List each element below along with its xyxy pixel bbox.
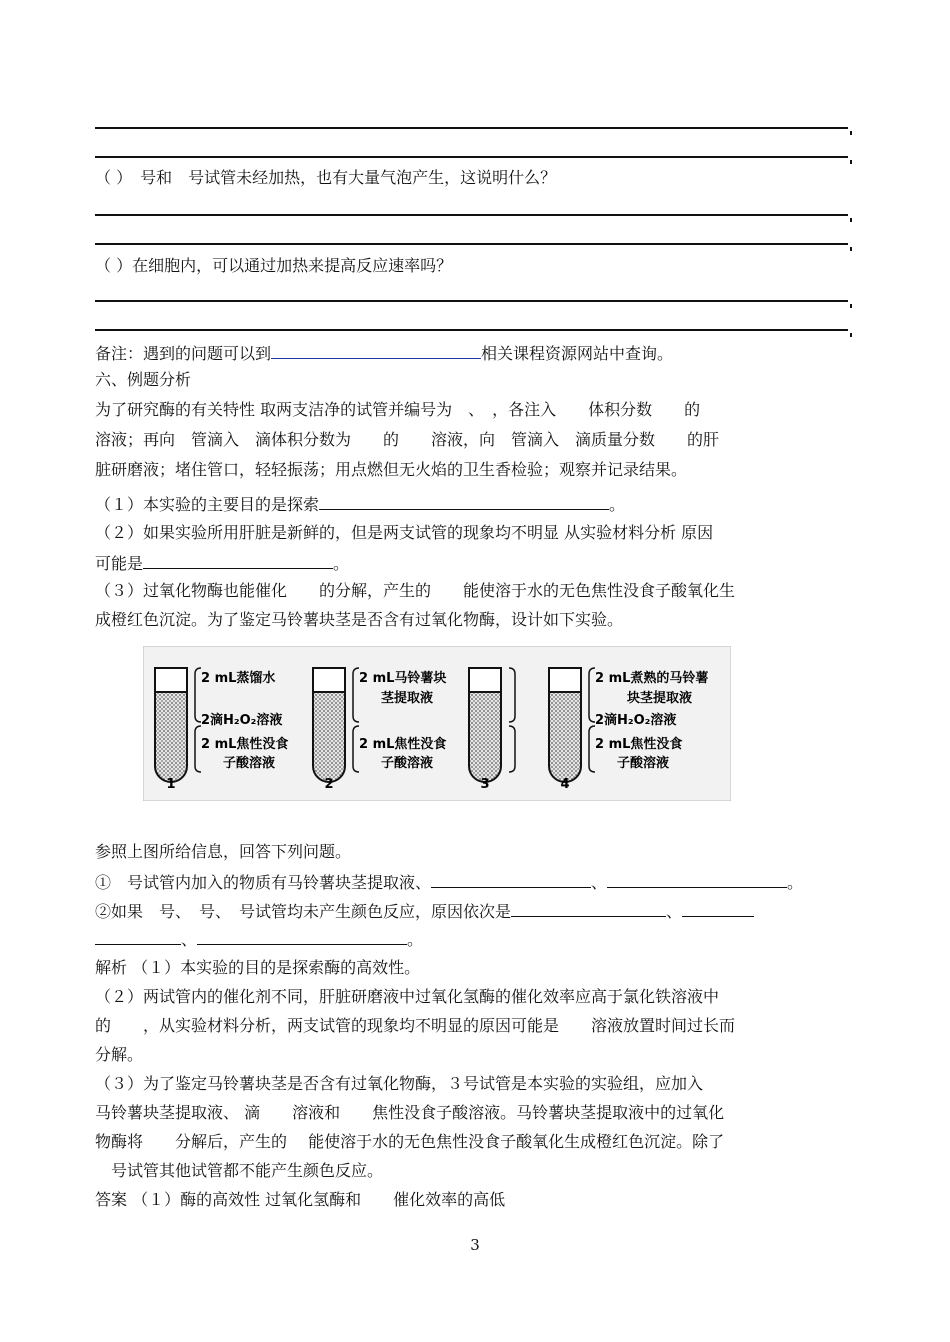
tube-4-top-label: 2 mL煮熟的马铃薯 (595, 671, 709, 686)
analysis-line: 物酶将 分解后，产生的 能使溶于水的无色焦性没食子酸氧化生成橙红色沉淀。除了 (95, 1132, 725, 1151)
tube-number-1: 1 (166, 777, 176, 792)
answer-line-text: 答案 （１）酶的高效性 过氧化氢酶和 催化效率的高低 (95, 1190, 506, 1209)
analysis-line: （３）为了鉴定马铃薯块茎是否含有过氧化物酶，３号试管是本实验的实验组，应加入 (95, 1074, 704, 1093)
answer-line (95, 156, 848, 158)
analysis-line: 的 ，从实验材料分析，两支试管的现象均不明显的原因可能是 溶液放置时间过长而 (95, 1016, 736, 1035)
blank-s2-b[interactable] (682, 900, 754, 917)
question-2-cont: 可能是 。 (95, 554, 350, 573)
page-number: 3 (470, 1236, 480, 1254)
test-tube-figure (143, 646, 731, 801)
analysis-line: （２）两试管内的催化剂不同，肝脏研磨液中过氧化氢酶的催化效率应高于氯化铁溶液中 (95, 987, 720, 1006)
answer-line (95, 329, 848, 331)
sub-question-1: ① 号试管内加入的物质有马铃薯块茎提取液、 、 。 (95, 873, 804, 892)
refer-line: 参照上图所给信息，回答下列问题。 (95, 842, 352, 861)
answer-line (95, 214, 848, 216)
tube-number-2: 2 (324, 777, 334, 792)
question-3-cont: 成橙红色沉淀。为了鉴定马铃薯块茎是否含有过氧化物酶，设计如下实验。 (95, 610, 624, 629)
question-1: （１）本实验的主要目的是探索 。 (95, 495, 626, 514)
blank-s2-c[interactable] (197, 928, 407, 945)
stem-line: 脏研磨液；堵住管口，轻轻振荡；用点燃但无火焰的卫生香检验；观察并记录结果。 (95, 460, 688, 479)
analysis-line: 分解。 (95, 1045, 144, 1064)
tube-number-4: 4 (560, 777, 570, 792)
tube-4-bot-label: 子酸溶液 (617, 756, 670, 771)
blank-q2[interactable] (143, 552, 333, 569)
question-2: （２）如果实验所用肝脏是新鲜的，但是两支试管的现象均不明显 从实验材料分析 原因 (95, 523, 714, 542)
tube-1-mid-label: 2滴H₂O₂溶液 (201, 713, 283, 728)
tube-2-top-label: 茎提取液 (381, 691, 434, 706)
analysis-line: 解析 （１）本实验的目的是探索酶的高效性。 (95, 958, 421, 977)
tube-2-top-label: 2 mL马铃薯块 (359, 671, 447, 686)
tube-4-mid-label: 2滴H₂O₂溶液 (595, 713, 677, 728)
blank-q1[interactable] (319, 493, 609, 510)
note-suffix: 相关课程资源网站中查询。 (481, 344, 674, 363)
analysis-line: 马铃薯块茎提取液、 滴 溶液和 焦性没食子酸溶液。马铃薯块茎提取液中的过氧化 (95, 1103, 725, 1122)
note (95, 342, 673, 364)
tube-1-top (155, 668, 187, 692)
note-prefix: 备注：遇到的问题可以到 (95, 344, 272, 363)
question-a: （ ） 号和 号试管未经加热，也有大量气泡产生，这说明什么？ (95, 168, 557, 187)
sub-question-2-cont: 、 。 (95, 928, 423, 950)
analysis-line: 号试管其他试管都不能产生颜色反应。 (95, 1161, 384, 1180)
tube-4-bot-label: 2 mL焦性没食 (595, 737, 683, 752)
tube-1-bot-label: 子酸溶液 (223, 756, 276, 771)
question-3: （３）过氧化物酶也能催化 的分解，产生的 能使溶于水的无色焦性没食子酸氧化生 (95, 581, 736, 600)
tube-2-bot-label: 2 mL焦性没食 (359, 737, 447, 752)
tube-1-top-label: 2 mL蒸馏水 (201, 671, 276, 686)
blank-s2-a[interactable] (511, 900, 666, 917)
blank-website[interactable] (271, 342, 481, 359)
section-title: 六、例题分析 (95, 370, 192, 389)
tube-4-top-label: 块茎提取液 (627, 691, 693, 706)
stem-line: 为了研究酶的有关特性 取两支洁净的试管并编号为 、 ，各注入 体积分数 的 (95, 400, 701, 419)
sub-question-2: ②如果 号、 号、 号试管均未产生颜色反应，原因依次是 、 (95, 900, 754, 922)
tube-2-bot-label: 子酸溶液 (381, 756, 434, 771)
blank-s2-b-cont[interactable] (95, 928, 181, 945)
tube-number-3: 3 (480, 777, 490, 792)
question-b: （ ）在细胞内，可以通过加热来提高反应速率吗？ (95, 256, 453, 275)
answer-line (95, 127, 848, 129)
answer-line (95, 300, 848, 302)
stem-line: 溶液；再向 管滴入 滴体积分数为 的 溶液，向 管滴入 滴质量分数 的肝 (95, 430, 720, 449)
answer-line (95, 243, 848, 245)
tube-1-bot-label: 2 mL焦性没食 (201, 737, 289, 752)
blank-s1-a[interactable] (431, 871, 591, 888)
blank-s1-b[interactable] (607, 871, 787, 888)
